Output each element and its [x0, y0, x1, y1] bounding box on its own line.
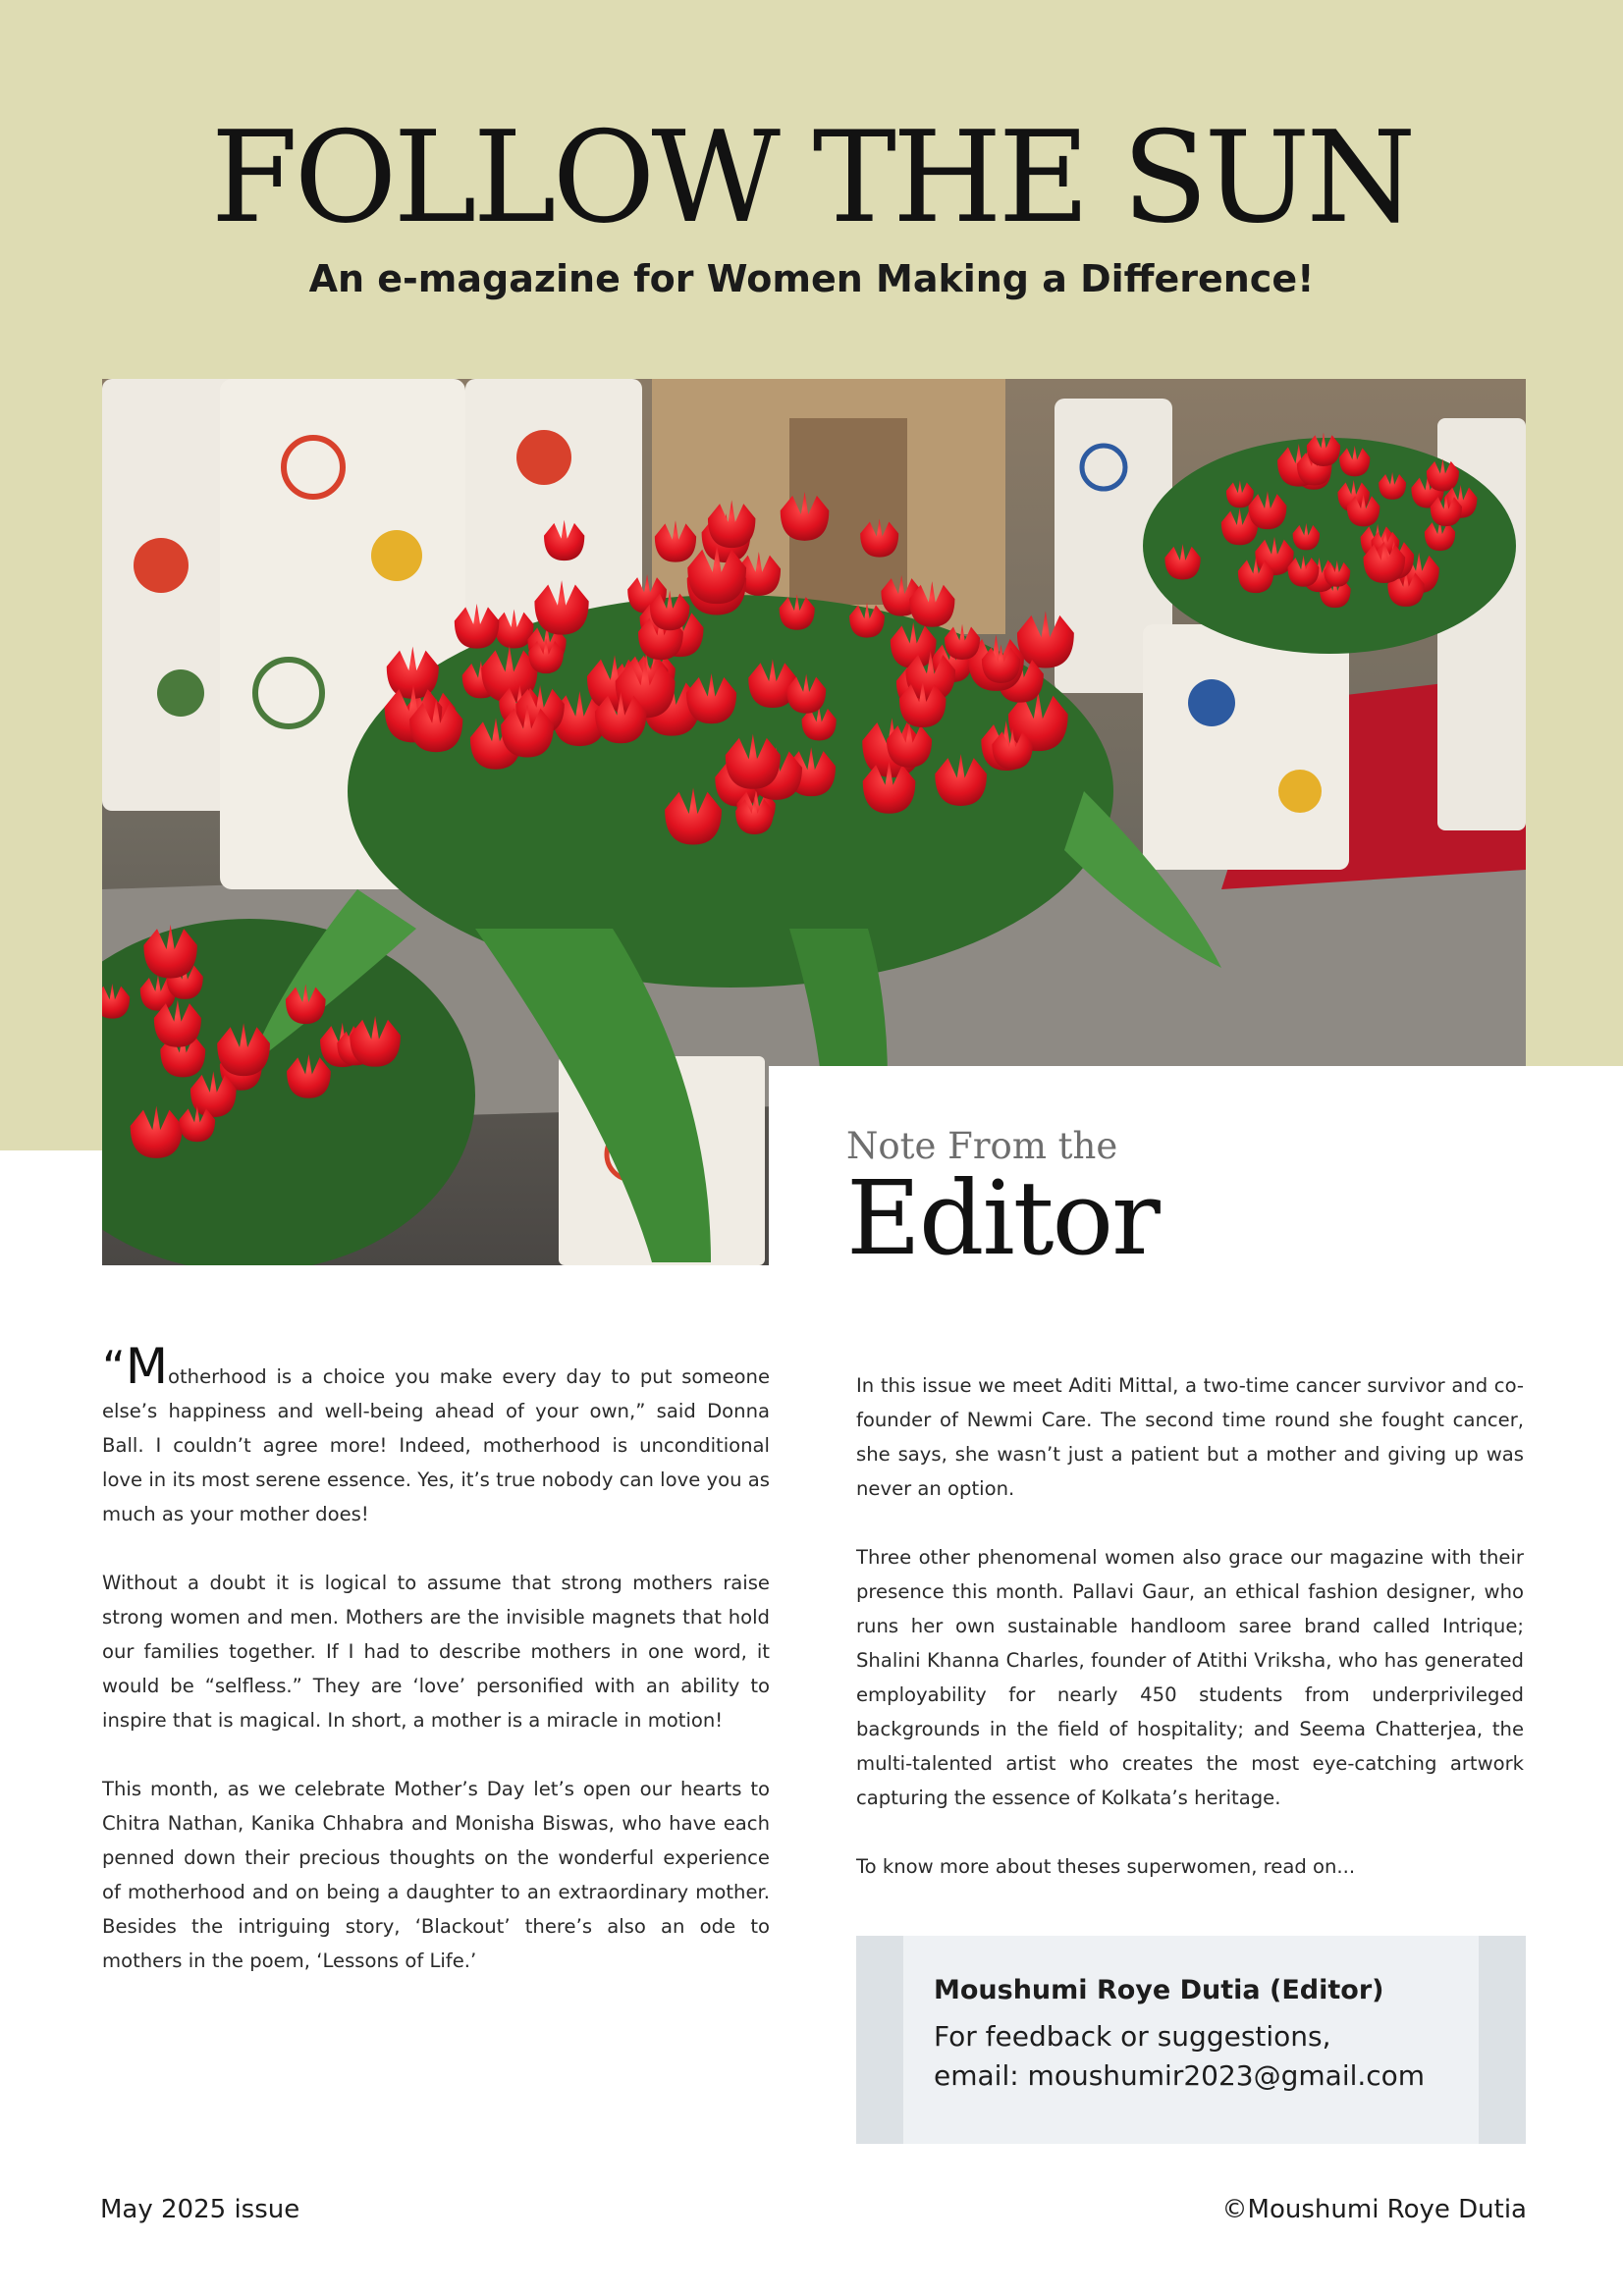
paragraph: In this issue we meet Aditi Mittal, a two-time cancer survivor and co-founder of Newmi Care. The second time round she fought cancer, she says, she wasn’t just a patient but a mother and giving up was never an option.	[856, 1374, 1524, 1500]
section-heading: Editor	[846, 1158, 1159, 1278]
paragraph	[102, 1338, 770, 1531]
paragraph-text: otherhood is a choice you make every day to put someone else’s happiness and well-being ahead of your own,” said Donna Ball. I couldn’t agree more! Indeed, motherhood is unconditional love in its most serene essence. Yes, it’s true nobody can love you as much as your mother does!	[102, 1365, 770, 1525]
magazine-title: FOLLOW THE SUN	[210, 105, 1413, 251]
paragraph: Three other phenomenal women also grace our magazine with their presence this month. Pallavi Gaur, an ethical fashion designer, who runs her own sustainable handloom saree brand called Intrique; Shalini Khanna Charles, founder of Atithi Vriksha, who has generated employability for nearly 450 students from underprivileged backgrounds in the field of hospitality; and Seema Chatterjea, the multi-talented artist who creates the most eye-catching artwork capturing the essence of Kolkata’s heritage.	[856, 1546, 1524, 1809]
article-column-right	[856, 1368, 1524, 1918]
paragraph: This month, as we celebrate Mother’s Day let’s open our hearts to Chitra Nathan, Kanika Chhabra and Monisha Biswas, who have each penned down their precious thoughts on the wonderful experience of motherhood and on being a daughter to an extraordinary mother. Besides the intriguing story, ‘Blackout’ there’s also an ode to mothers in the poem, ‘Lessons of Life.’	[102, 1778, 770, 1972]
editor-name: Moushumi Roye Dutia (Editor)	[934, 1975, 1384, 2005]
article-column-left	[102, 1338, 770, 2012]
copyright: ©Moushumi Roye Dutia	[1221, 2195, 1527, 2224]
magazine-subtitle: An e-magazine for Women Making a Difference!	[308, 257, 1315, 300]
editor-email: email: moushumir2023@gmail.com	[934, 2059, 1426, 2092]
feedback-text: For feedback or suggestions,	[934, 2020, 1331, 2053]
paragraph: Without a doubt it is logical to assume that strong mothers raise strong women and men. Mothers are the invisible magnets that hold our families together. If I had to describe mothers in one word, it would be “selfless.” They are ‘love’ personified with an ability to inspire that is magical. In short, a mother is a miracle in motion!	[102, 1572, 770, 1732]
dropcap: M	[125, 1338, 168, 1395]
section-kicker: Note From the	[846, 1125, 1118, 1167]
paragraph: To know more about theses superwomen, read on...	[856, 1855, 1356, 1878]
opening-quote: “	[102, 1341, 126, 1394]
issue-date: May 2025 issue	[100, 2195, 300, 2224]
